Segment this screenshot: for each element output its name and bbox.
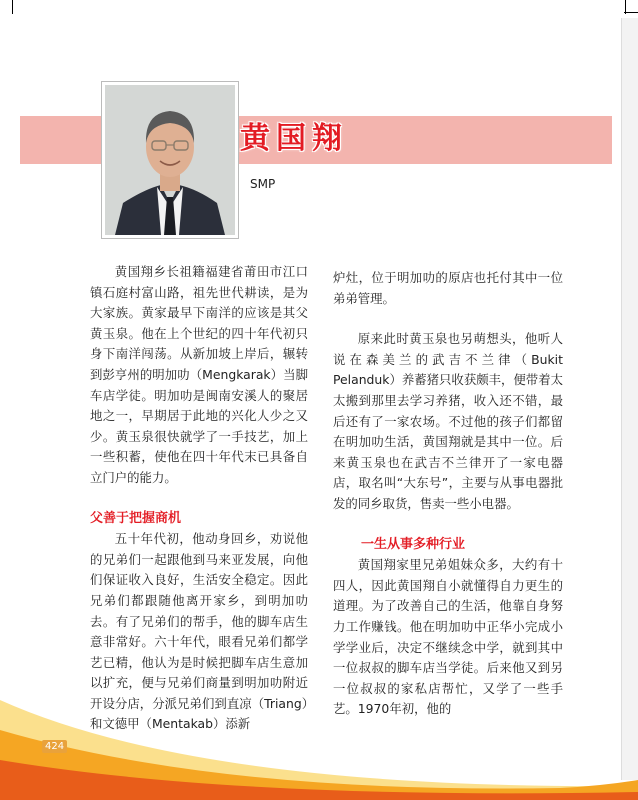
spacer <box>90 489 308 509</box>
right-column <box>333 268 563 720</box>
page-number: 424 <box>42 740 67 753</box>
paragraph: 黄国翔乡长祖籍福建省莆田市江口镇石庭村富山路，祖先世代耕读，是为大家族。黄家最早下南洋的应该是其父黄玉泉。他在上个世纪的四十年代初只身下南洋闯荡。从新加坡上岸后，辗转到彭亨州的明加叻（Mengkarak）当脚车店学徒。明加叻是闽南安溪人的聚居地之一，早期居于此地的兴化人少之又少。黄玉泉很快就学了一手技艺，加上一些积蓄，使他在四十年代末已具备自立门户的能力。 <box>90 264 308 485</box>
honor-title: SMP <box>250 177 276 191</box>
paragraph: 原来此时黄玉泉也另萌想头，他听人说在森美兰的武吉不兰律（Bukit Pelanduk）养蓄猪只收获颇丰，便带着太太搬到那里去学习养猪，收入还不错，最后还有了一家农场。不过他的孩子们都留在明加叻生活，黄国翔就是其中一位。后来黄玉泉也在武吉不兰律开了一家电器店，取名叫“大东号”，主要与从事电器批发的同乡取货，售卖一些小电器。 <box>333 331 563 511</box>
spacer <box>333 309 563 329</box>
crop-mark <box>624 12 638 13</box>
decorative-swoosh <box>0 660 638 800</box>
section-heading: 一生从事多种行业 <box>361 536 466 552</box>
paragraph: 黄国翔家里兄弟姐妹众多，大约有十四人，因此黄国翔自小就懂得自力更生的道理。为了改善自己的生活，他靠自身努力工作赚钱。他在明加叻中正华小完成小学学业后，决定不继续念中学，就到其中一位叔叔的脚车店当学徒。后来他又到另一位叔叔的家私店帮忙，又学了一些手艺。1970年初，他的 <box>333 557 563 717</box>
paragraph: 炉灶，位于明加叻的原店也托付其中一位弟弟管理。 <box>333 270 563 306</box>
paragraph: 五十年代初，他动身回乡，劝说他的兄弟们一起跟他到马来亚发展，向他们保证收入良好，生活安全稳定。因此兄弟们都跟随他离开家乡，到明加叻去。有了兄弟们的帮手，他的脚车店生意非常好。六十年代，眼看兄弟们都学艺已精，他认为是时候把脚车店生意加以扩充，便与兄弟们商量到明加叻附近开设分店，分派兄弟们到直凉（Triang）和文德甲（Mentakab）添新 <box>90 531 308 732</box>
page-title: 黄国翔 <box>240 121 348 156</box>
portrait-photo <box>102 82 238 238</box>
section-heading: 父善于把握商机 <box>90 510 182 526</box>
spacer <box>333 515 563 535</box>
crop-mark <box>12 0 13 14</box>
